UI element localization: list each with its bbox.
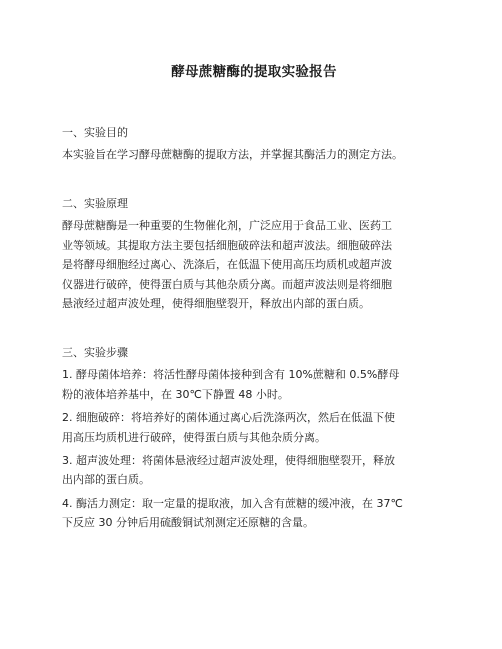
- paragraph-line: 悬液经过超声波处理，使得细胞壁裂开，释放出内部的蛋白质。: [62, 297, 370, 311]
- step-line: 下反应 30 分钟后用硫酸铜试剂测定还原糖的含量。: [62, 516, 314, 530]
- step-line: 出内部的蛋白质。: [62, 473, 150, 487]
- document-title: 酵母蔗糖酶的提取实验报告: [171, 64, 337, 80]
- section-procedure: [62, 344, 446, 532]
- section-heading: 三、实验步骤: [62, 346, 128, 360]
- step-line: 3. 超声波处理：将菌体悬液经过超声波处理，使得细胞壁裂开，释放: [62, 454, 395, 468]
- section-heading: 二、实验原理: [62, 197, 128, 211]
- procedure-step: [62, 408, 446, 447]
- section-paragraph: [62, 216, 446, 313]
- paragraph-line: 酵母蔗糖酶是一种重要的生物催化剂，广泛应用于食品工业、医药工: [62, 219, 392, 233]
- step-line: 粉的液体培养基中，在 30℃下静置 48 小时。: [62, 387, 289, 401]
- section-principle: [62, 195, 446, 313]
- paragraph-line: 仪器进行破碎，使得蛋白质与其他杂质分离。而超声波法则是将细胞: [62, 277, 392, 291]
- step-line: 用高压均质机进行破碎，使得蛋白质与其他杂质分离。: [62, 430, 326, 444]
- paragraph-line: 本实验旨在学习酵母蔗糖酶的提取方法，并掌握其酶活力的测定方法。: [62, 148, 403, 161]
- procedure-step: [62, 494, 446, 533]
- procedure-step: [62, 451, 446, 490]
- section-heading: 一、实验目的: [62, 126, 128, 139]
- section-paragraph: [62, 145, 446, 164]
- step-line: 4. 酶活力测定：取一定量的提取液，加入含有蔗糖的缓冲液，在 37℃: [62, 496, 403, 510]
- step-line: 2. 细胞破碎：将培养好的菌体通过离心后洗涤两次，然后在低温下使: [62, 411, 395, 425]
- paragraph-line: 业等领域。其提取方法主要包括细胞破碎法和超声波法。细胞破碎法: [62, 238, 392, 252]
- procedure-step: [62, 365, 446, 404]
- section-purpose: [62, 124, 446, 164]
- paragraph-line: 是将酵母细胞经过离心、洗涤后，在低温下使用高压均质机或超声波: [62, 258, 392, 272]
- step-line: 1. 酵母菌体培养：将活性酵母菌体接种到含有 10%蔗糖和 0.5%酵母: [62, 368, 400, 382]
